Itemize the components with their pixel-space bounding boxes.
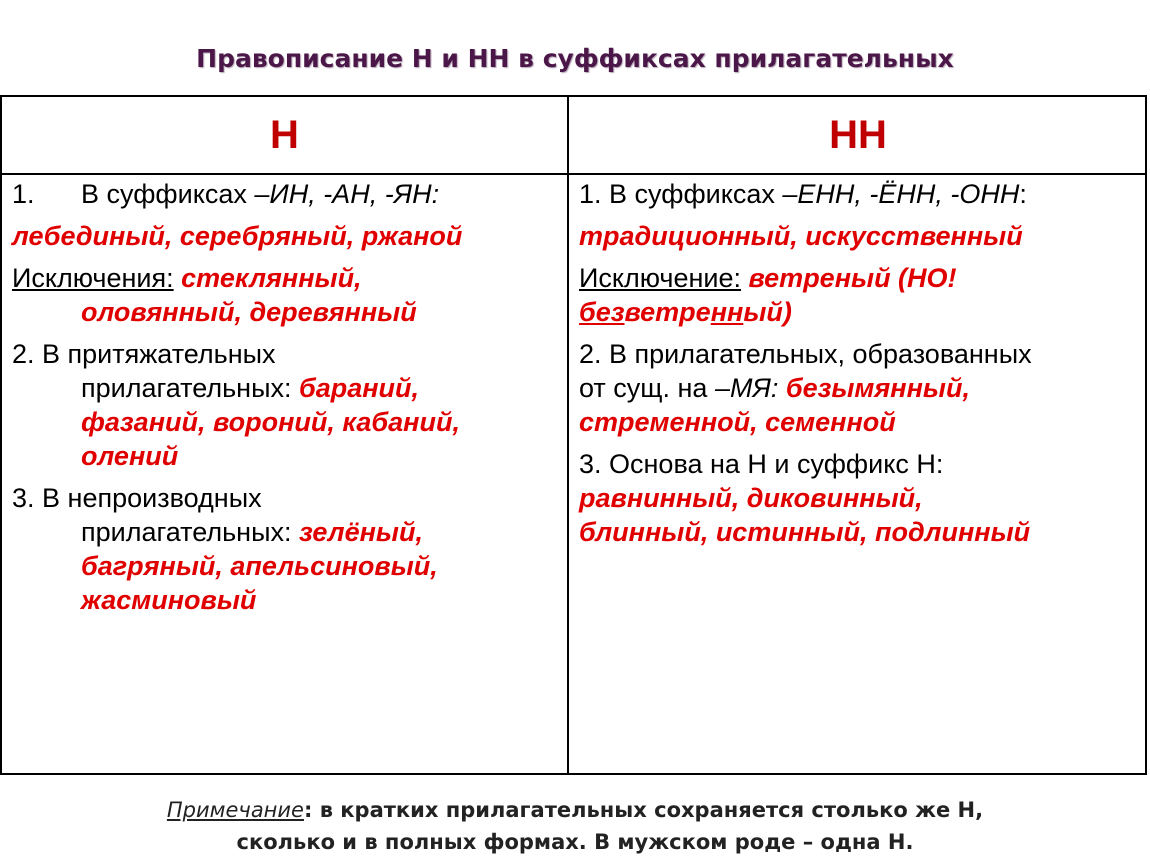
rule3-text: прилагательных: xyxy=(81,517,299,547)
exception-suffix: нн xyxy=(710,297,744,327)
page-title: Правописание Н и НН в суффиксах прилагательных xyxy=(196,44,954,73)
exception-word: ветреный (НО! xyxy=(741,263,957,293)
rule3-line: 3. Основа на Н и суффикс Н: xyxy=(579,449,944,479)
rule2-line2 xyxy=(12,371,562,405)
rule2-line1: 2. В прилагательных, образованных xyxy=(579,339,1032,369)
footnote-text-2: сколько и в полных формах. В мужском роде – одна Н. xyxy=(236,830,914,854)
rule1-line xyxy=(579,177,1144,211)
rule2-example-1: безымянный, xyxy=(778,373,970,403)
header-double-n: НН xyxy=(829,112,887,157)
rule3-example-2: блинный, истинный, подлинный xyxy=(579,517,1031,547)
rule1-suffixes: –ИН, -АН, -ЯН: xyxy=(254,179,440,209)
footnote-colon: : xyxy=(303,798,313,822)
rule3-line1: 3. В непроизводных xyxy=(12,483,262,513)
exception-prefix: без xyxy=(579,297,625,327)
rule1-examples: лебединый, серебряный, ржаной xyxy=(12,221,463,251)
footnote xyxy=(0,794,1150,858)
single-n-rules xyxy=(12,177,562,617)
rules-table xyxy=(0,95,1147,775)
rule2-text: прилагательных: xyxy=(81,373,299,403)
double-n-rules xyxy=(579,177,1144,549)
footnote-label: Примечание xyxy=(166,798,304,822)
header-divider xyxy=(2,173,1145,175)
rule1-text: В суффиксах xyxy=(81,179,255,209)
exceptions-words-1: стеклянный, xyxy=(181,263,362,293)
rule3-example-3: жасминовый xyxy=(81,585,257,615)
column-divider xyxy=(567,97,569,773)
header-single-n: Н xyxy=(270,112,299,157)
exception-root: ветре xyxy=(624,297,711,327)
footnote-line-1 xyxy=(0,794,1150,826)
rule1-line xyxy=(12,177,562,211)
rule2-example-1: бараний, xyxy=(299,373,420,403)
rule2-example-3: олений xyxy=(81,441,179,471)
rule2-line1: 2. В притяжательных xyxy=(12,339,276,369)
exception-label: Исключение: xyxy=(579,263,742,293)
rule1-colon: : xyxy=(1019,179,1027,209)
rule3-example-1: зелёный, xyxy=(299,517,423,547)
rule2-line2 xyxy=(579,371,1144,405)
rule1-text: 1. В суффиксах xyxy=(579,179,783,209)
exceptions-words-2: оловянный, деревянный xyxy=(81,297,417,327)
exception-line xyxy=(579,261,1144,295)
rule3-line2 xyxy=(12,515,562,549)
rule1-number: 1. xyxy=(12,179,35,209)
rule2-example-2: стременной, семенной xyxy=(579,407,896,437)
rule2-example-2: фазаний, вороний, кабаний, xyxy=(81,407,460,437)
exceptions-line xyxy=(12,261,562,295)
rule1-examples: традиционный, искусственный xyxy=(579,221,1023,251)
exception-counter-example xyxy=(579,295,1144,329)
exceptions-label: Исключения: xyxy=(12,263,174,293)
footnote-line-2 xyxy=(0,826,1150,858)
rule2-text: от сущ. на xyxy=(579,373,715,403)
rule3-example-2: багряный, апельсиновый, xyxy=(81,551,438,581)
footnote-text-1: в кратких прилагательных сохраняется столько же Н, xyxy=(312,798,984,822)
exception-ending: ый) xyxy=(743,297,792,327)
rule3-example-1: равнинный, диковинный, xyxy=(579,483,923,513)
rule1-suffixes: –ЕНН, -ЁНН, -ОНН xyxy=(782,179,1020,209)
rule2-suffix: –МЯ: xyxy=(714,373,779,403)
